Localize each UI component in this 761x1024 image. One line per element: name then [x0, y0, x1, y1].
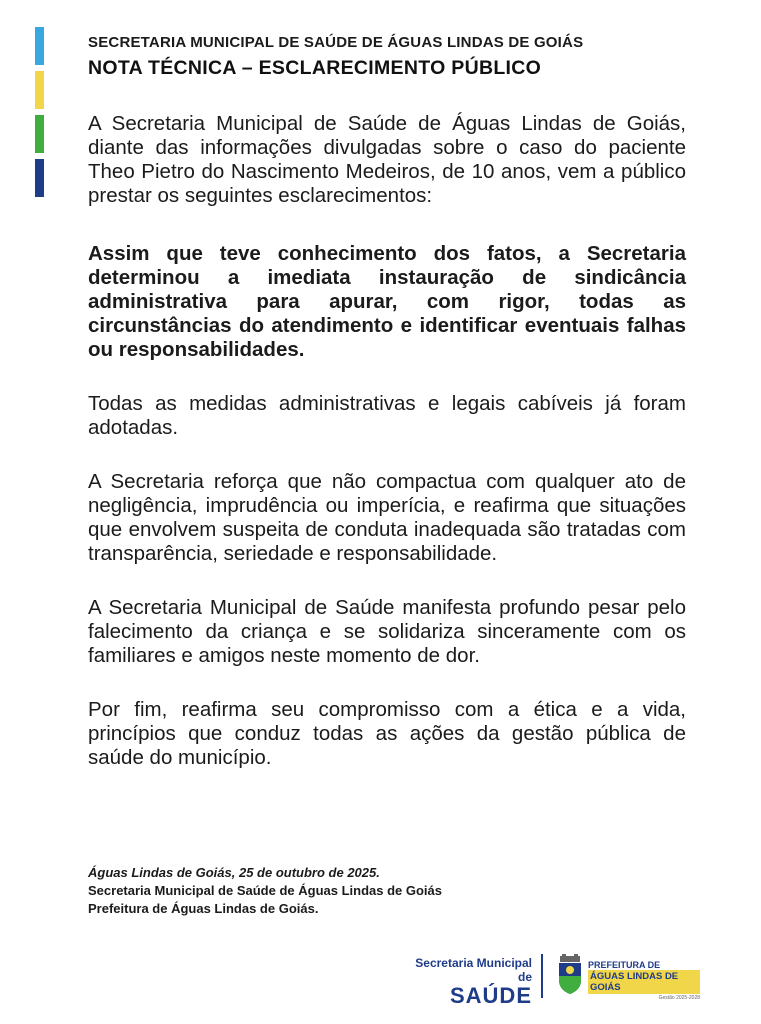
paragraph-closing: Por fim, reafirma seu compromisso com a ética e a vida, princípios que conduz todas as ações da gestão pública de saúde do município.: [88, 698, 686, 769]
document-header: [88, 34, 698, 80]
saude-logo: [400, 956, 532, 1008]
signature-date: Águas Lindas de Goiás, 25 de outubro de 2025.: [88, 865, 380, 880]
document-body: [88, 112, 686, 770]
document-title: NOTA TÉCNICA – ESCLARECIMENTO PÚBLICO: [88, 57, 542, 79]
municipal-crest-icon: [556, 954, 584, 996]
prefeitura-line2: ÁGUAS LINDAS DE GOIÁS: [588, 970, 700, 994]
color-bars: [35, 27, 44, 203]
prefeitura-logo: [588, 960, 700, 1001]
saude-logo-small: Secretaria Municipal de: [415, 956, 532, 984]
prefeitura-line3: Gestão 2025-2028: [658, 995, 700, 1001]
footer-logos: [400, 952, 700, 1008]
logo-divider: [541, 954, 543, 998]
signature-block: [88, 864, 442, 918]
yellow-bar: [35, 71, 44, 109]
signature-secretaria: Secretaria Municipal de Saúde de Águas Lindas de Goiás: [88, 883, 442, 898]
paragraph-investigation: Assim que teve conhecimento dos fatos, a Secretaria determinou a imediata instauração de sindicância administrativa para apurar, com rigor, todas as circunstâncias do atendimento e identificar eventuais falhas ou responsabilidades.: [88, 242, 686, 361]
paragraph-condolences: A Secretaria Municipal de Saúde manifesta profundo pesar pelo falecimento da criança e se solidariza sinceramente com os familiares e amigos neste momento de dor.: [88, 596, 686, 667]
paragraph-commitment: A Secretaria reforça que não compactua com qualquer ato de negligência, imprudência ou imperícia, e reafirma que situações que envolvem suspeita de conduta inadequada são tratadas com transparência, seriedade e responsabilidade.: [88, 470, 686, 565]
prefeitura-line1: PREFEITURA DE: [588, 960, 661, 970]
green-bar: [35, 115, 44, 153]
signature-prefeitura: Prefeitura de Águas Lindas de Goiás.: [88, 901, 319, 916]
blue-bar: [35, 27, 44, 65]
navy-bar: [35, 159, 44, 197]
paragraph-intro: A Secretaria Municipal de Saúde de Águas Lindas de Goiás, diante das informações divulgadas sobre o caso do paciente Theo Pietro do Nascimento Medeiros, de 10 anos, vem a público prestar os seguintes esclarecimentos:: [88, 112, 686, 207]
saude-logo-big: SAÚDE: [449, 983, 532, 1008]
paragraph-measures: Todas as medidas administrativas e legais cabíveis já foram adotadas.: [88, 392, 686, 439]
org-name: SECRETARIA MUNICIPAL DE SAÚDE DE ÁGUAS LINDAS DE GOIÁS: [88, 34, 584, 51]
